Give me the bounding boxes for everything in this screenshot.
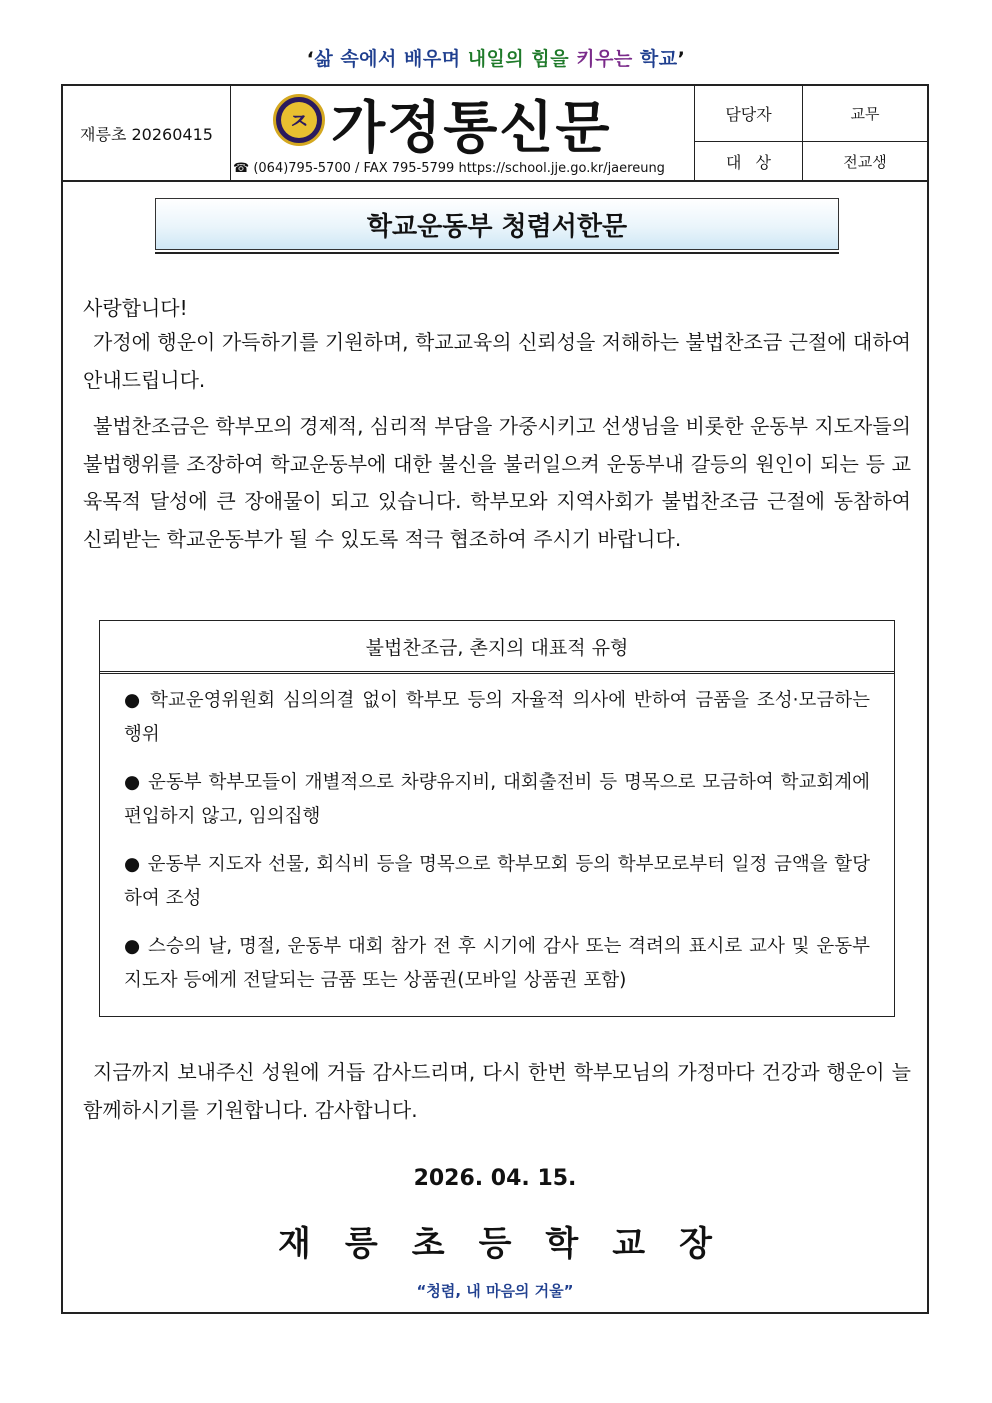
principal-signature: 재릉초등학교장: [278, 1224, 746, 1264]
list-item: ● 스승의 날, 명절, 운동부 대회 참가 전 후 시기에 감사 또는 격려의 표시로 교사 및 운동부 지도자 등에게 전달되는 금품 또는 상품권(모바일 상품권 포함): [124, 936, 870, 991]
motto-part-4: 학교: [639, 48, 678, 70]
main-paragraph: 불법찬조금은 학부모의 경제적, 심리적 부담을 가중시키고 선생님을 비롯한 운동부 지도자들의 불법행위를 조장하여 학교운동부에 대한 불신을 불러일으켜 운동부내 갈등의 원인이 되는 등 교육목적 달성에 큰 장애물이 되고 있습니다. 학부모와 지역사회가 불법찬조금 근절에 동참하여 신뢰받는 학교운동부가 될 수 있도록 적극 협조하여 주시기 바랍니다.: [83, 414, 911, 551]
newsletter-title: 가정통신문: [331, 95, 612, 161]
school-logo-mark: ㅈ: [281, 102, 317, 138]
motto-close-quote: ’: [677, 48, 686, 70]
types-box: [99, 620, 895, 1017]
list-item: ● 학교운영위원회 심의의결 없이 학부모 등의 자율적 의사에 반하여 금품을 조성·모금하는 행위: [124, 690, 870, 745]
motto-part-1: 삶 속에서 배우며: [314, 48, 461, 70]
manager-value: 교무: [803, 86, 927, 142]
issue-date: 2026. 04. 15.: [413, 1166, 577, 1191]
contact-info: ☎ (064)795-5700 / FAX 795-5799 https://school.jje.go.kr/jaereung: [233, 161, 665, 176]
motto-open-quote: ‘: [306, 48, 315, 70]
greeting: 사랑합니다!: [83, 296, 188, 320]
school-motto: [0, 44, 992, 71]
school-logo-icon: [273, 94, 325, 146]
list-item: ● 운동부 학부모들이 개별적으로 차량유지비, 대회출전비 등 명목으로 모금하여 학교회계에 편입하지 않고, 임의집행: [124, 772, 870, 827]
types-list: [100, 674, 894, 998]
types-box-heading: 불법찬조금, 촌지의 대표적 유형: [100, 621, 894, 674]
motto-part-3: 키우는: [576, 48, 633, 70]
intro-paragraph: 가정에 행운이 가득하기를 기원하며, 학교교육의 신뢰성을 저해하는 불법찬조금 근절에 대하여 안내드립니다.: [83, 330, 911, 392]
target-value: 전교생: [843, 152, 887, 171]
letter-title: 학교운동부 청렴서한문: [155, 198, 839, 250]
newsletter-frame: [61, 84, 929, 1314]
target-label: 대상: [695, 142, 803, 180]
list-item: ● 운동부 지도자 선물, 회식비 등을 명목으로 학부모회 등의 학부모로부터 일정 금액을 할당하여 조성: [124, 854, 870, 909]
motto-part-2: 내일의 힘을: [467, 48, 570, 70]
closing-paragraph: 지금까지 보내주신 성원에 거듭 감사드리며, 다시 한번 학부모님의 가정마다 건강과 행운이 늘 함께하시기를 기원합니다. 감사합니다.: [83, 1060, 911, 1122]
integrity-slogan: “청렴, 내 마음의 거울”: [416, 1282, 574, 1300]
document-number: 재릉초 20260415: [63, 86, 231, 180]
header-title-cell: [231, 86, 695, 180]
manager-label: 담당자: [695, 86, 803, 142]
header-table: [63, 86, 927, 182]
